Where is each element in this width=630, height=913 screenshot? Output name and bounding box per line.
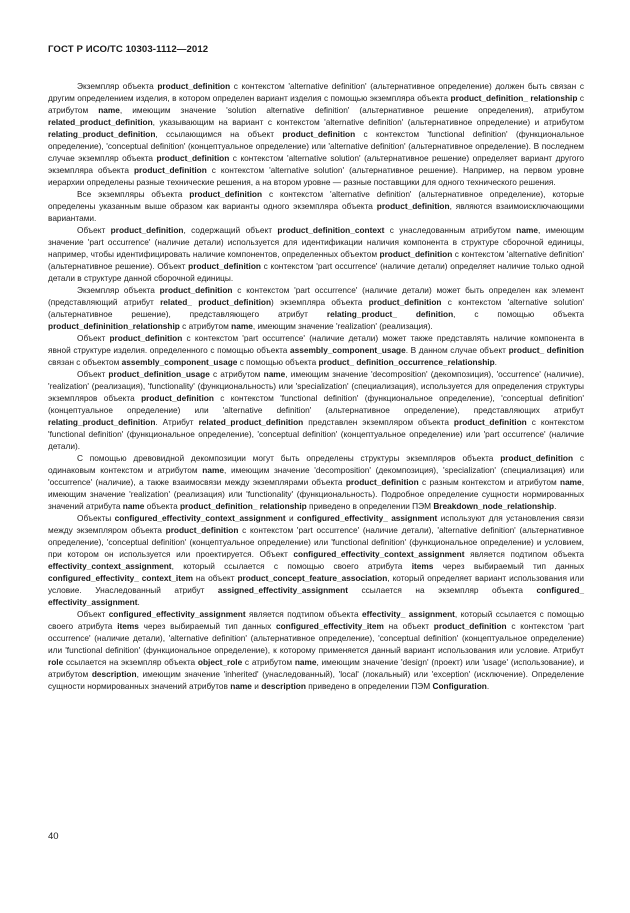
text-run: , который ссылается с помощью своего атрибута [171, 561, 412, 571]
text-run: , указывающим на вариант с контекстом 'alternative definition' (альтернативное определение) и атрибутом [152, 117, 584, 127]
entity-term: product_definition_ relationship [450, 93, 578, 103]
text-run: через выбираемый тип данных [433, 561, 584, 571]
text-run: приведено в определении ПЭМ [305, 681, 433, 691]
entity-term: product_ definition [508, 345, 584, 355]
entity-term: product_definition [141, 393, 214, 403]
entity-term: product_ definition_occurrence_relationship [318, 357, 495, 367]
page-number: 40 [48, 831, 59, 842]
entity-term: product_definition [110, 225, 184, 235]
text-run: , имеющим значение 'design' (проект) или 'usage' (использование), и атрибутом [48, 657, 585, 679]
entity-term: Configuration [432, 681, 487, 691]
text-run: . В данном случае объект [405, 345, 509, 355]
paragraph [48, 284, 584, 332]
entity-term: product_definition [453, 417, 527, 427]
entity-term: configured_effectivity_item [276, 621, 384, 631]
text-run: , имеющим значение 'realization' (реализация). [252, 321, 433, 331]
text-run: с контекстом 'alternative definition' (альтернативное определение), которые определены указанным выше образом как варианты одного экземпляра объекта [48, 189, 584, 211]
text-run: с контекстом 'functional definition' (функциональное определение), 'conceptual definition' (концептуальное определение) или 'alternative definition' (альтернативное определение), представляющих атрибут [48, 393, 584, 415]
entity-term: product_definition_context [277, 225, 385, 235]
text-run: Все экземпляры объекта [77, 189, 190, 199]
text-run: связан с объектом [48, 357, 122, 367]
entity-term: relating_product_ definition [326, 309, 454, 319]
entity-term: name [98, 105, 120, 115]
entity-term: assembly_component_usage [290, 345, 406, 355]
text-run: . [554, 501, 557, 511]
entity-term: effectivity_ assignment [362, 609, 455, 619]
text-run: используют для установления связи между экземпляром объекта [48, 513, 584, 535]
entity-term: product_concept_feature_association [237, 573, 388, 583]
entity-term: assembly_component_usage [121, 357, 238, 367]
text-run: , имеющим значение 'inherited' (унаследованный), 'local' (локальный) или 'exception' (исключение). Определение сущности нормированных значений атрибутов [48, 669, 584, 691]
text-run: , имеющим значение 'decomposition' (декомпозиция), 'occurrence' (наличие), 'realization' (реализация), 'functionality' (функциональность) или 'specialization' (специализация), используется для определения структуры экземпляров объекта [48, 369, 584, 403]
entity-term: product_definition [133, 165, 207, 175]
text-run: является подтипом объекта [245, 609, 363, 619]
text-run: , с помощью объекта [453, 309, 584, 319]
text-run: с контекстом 'alternative solution' (альтернативное решение). Например, на первом уровне иерархии определены разные технические решения, а на втором уровне — разные поставщики для одного технического решения. [48, 165, 584, 187]
text-run: , содержащий объект [183, 225, 278, 235]
entity-term: product_definition [188, 261, 261, 271]
document-header: ГОСТ Р ИСО/ТС 10303-1112—2012 [48, 44, 209, 55]
document-body [48, 80, 584, 692]
entity-term: name [263, 369, 286, 379]
text-run: . [137, 597, 140, 607]
paragraph [48, 452, 584, 512]
entity-term: effectivity_context_assignment [48, 561, 172, 571]
text-run: приведено в определении ПЭМ [306, 501, 434, 511]
text-run: . [486, 681, 490, 691]
text-run: с унаследованным атрибутом [384, 225, 517, 235]
text-run: с контекстом 'alternative solution' (альтернативное решение) определяет вариант другого экземпляра объекта [48, 153, 584, 175]
text-run: Объект [77, 609, 109, 619]
text-run: с контекстом 'part occurrence' (наличие детали) может быть определен как элемент (представляющий атрибут [48, 285, 584, 307]
entity-term: name [122, 501, 145, 511]
entity-term: Breakdown_node_relationship [433, 501, 555, 511]
text-run: является подтипом объекта [464, 549, 585, 559]
entity-term: product_definition [282, 129, 356, 139]
entity-term: related_ product_definition [160, 297, 272, 307]
entity-term: configured_effectivity_ assignment [297, 513, 438, 523]
text-run: Экземпляр объекта [77, 81, 158, 91]
entity-term: name [202, 465, 224, 475]
text-run: , имеющим значение 'part occurrence' (наличие детали) используется для идентификации наличия компонента в структуре сборочной единицы, например, чтобы идентифицировать наличие компонентов, определенных объектом [48, 225, 585, 259]
entity-term: product_definition [376, 201, 450, 211]
entity-term: name [560, 477, 582, 487]
text-run: объекта [144, 501, 180, 511]
text-run: с одинаковым контекстом и атрибутом [48, 453, 584, 475]
text-run: с разным контекстом и атрибутом [418, 477, 560, 487]
entity-term: product_definition [433, 621, 507, 631]
text-run: , являются взаимоисключающими вариантами. [48, 201, 584, 223]
text-run: С помощью древовидной декомпозиции могут быть определены структуры экземпляров объекта [77, 453, 501, 463]
text-run: с контекстом 'part occurrence' (наличие детали) определяет наличие только одной детали в структуре данной сборочной единицы. [48, 261, 584, 283]
entity-term: relating_product_definition [48, 417, 156, 427]
entity-term: product_definition [189, 189, 263, 199]
paragraph [48, 608, 584, 692]
paragraph [48, 224, 584, 284]
entity-term: product_defininition_relationship [48, 321, 180, 331]
text-run: и [285, 513, 297, 523]
text-run: через выбираемый тип данных [138, 621, 276, 631]
text-run: с контекстом 'alternative definition' (альтернативное определение) должен быть связан с другим определением изделия, в котором определен вариант изделия с помощью экземпляра объекта [48, 81, 585, 103]
text-run: , имеющим значение 'realization' (реализация) или 'functionality' (функциональность). Подробное определение сущности нормированных значений атрибута [48, 477, 584, 511]
text-run: с контекстом 'part occurrence' (наличие детали) может также представлять наличие компонента в явной структуре изделия. определенного с помощью объекта [48, 333, 585, 355]
entity-term: product_definition_ relationship [179, 501, 307, 511]
entity-term: related_product_definition [48, 117, 153, 127]
text-run: представлен экземпляром объекта [303, 417, 454, 427]
text-run: ссылается на экземпляр объекта [347, 585, 537, 595]
text-run: , имеющим значение 'solution alternative definition' (альтернативное решение определения), атрибутом [119, 105, 585, 115]
text-run: с атрибутом [48, 93, 584, 115]
entity-term: product_definition [345, 477, 419, 487]
text-run: на объект [383, 621, 434, 631]
entity-term: name [230, 681, 252, 691]
text-run: . [494, 357, 497, 367]
text-run: с контекстом 'part occurrence' (наличие детали), 'alternative definition' (альтернативное определение), 'conceptual definition' (концептуальное определение) или 'functional definition' (функциональное определение) и условием, при котором он используется или проектируется. Объект [48, 525, 584, 559]
text-run: с контекстом 'alternative solution' (альтернативное решение), представляющего атрибут [48, 297, 585, 319]
text-run: , который ссылается с помощью своего атрибута [48, 609, 584, 631]
entity-term: description [91, 669, 137, 679]
text-run: Объект [77, 225, 111, 235]
entity-term: product_definition [165, 525, 239, 535]
entity-term: name [294, 657, 317, 667]
text-run: , ссылающимся на объект [155, 129, 283, 139]
entity-term: related_product_definition [198, 417, 304, 427]
text-run: с помощью объекта [237, 357, 319, 367]
text-run: , который определяет вариант использования или условие. Унаследованный атрибут [48, 573, 585, 595]
text-run: с атрибутом [209, 369, 264, 379]
entity-term: items [411, 561, 434, 571]
entity-term: product_definition [109, 333, 183, 343]
entity-term: configured_effectivity_context_assignment [293, 549, 465, 559]
text-run: с контекстом 'part occurrence' (наличие детали), 'alternative definition' (альтернативное определение), 'conceptual definition' (концептуальное определение) или 'functional definition' (функциональное определение), к которому применяется данный вариант использования или условие. Атрибут [48, 621, 585, 655]
text-run: Экземпляр объекта [77, 285, 160, 295]
entity-term: role [48, 657, 64, 667]
text-run: на объект [192, 573, 238, 583]
text-run: . Атрибут [155, 417, 199, 427]
entity-term: product_definition [156, 153, 230, 163]
paragraph [48, 512, 584, 608]
text-run: с атрибутом [242, 657, 295, 667]
text-run: ссылается на экземпляр объекта [63, 657, 198, 667]
text-run: , имеющим значение 'decomposition' (декомпозиция), 'specialization' (специализация) или 'occurrence' (наличие), а также взаимосвязи между экземплярами объекта [48, 465, 585, 487]
text-run: с контекстом 'functional definition' (функциональное определение), 'conceptual definition' (концептуальное определение) или 'part occurrence' (наличие детали). [48, 417, 584, 451]
entity-term: name [231, 321, 253, 331]
entity-term: configured_effectivity_context_assignment [114, 513, 286, 523]
text-run: с контекстом 'functional definition' (функциональное определение), 'conceptual definition' (концептуальное определение) или 'alternative definition' (альтернативное определение). В последнем случае экземпляр объекта [48, 129, 584, 163]
entity-term: configured_effectivity_ context_item [48, 573, 193, 583]
entity-term: product_definition [379, 249, 453, 259]
paragraph [48, 80, 584, 188]
entity-term: name [516, 225, 538, 235]
entity-term: product_definition [500, 453, 574, 463]
paragraph [48, 368, 584, 452]
text-run: с атрибутом [179, 321, 232, 331]
text-run: ) экземпляра объекта [271, 297, 369, 307]
entity-term: assigned_effectivity_assignment [217, 585, 348, 595]
paragraph [48, 332, 584, 368]
text-run: Объект [77, 369, 109, 379]
entity-term: items [117, 621, 139, 631]
entity-term: product_definition_usage [108, 369, 210, 379]
text-run: Объекты [77, 513, 115, 523]
text-run: с контекстом 'alternative definition' (альтернативное решение). Объект [48, 249, 584, 271]
entity-term: configured_ effectivity_assignment [48, 585, 584, 607]
entity-term: product_definition [368, 297, 442, 307]
entity-term: relating_product_definition [48, 129, 156, 139]
entity-term: description [261, 681, 306, 691]
entity-term: product_definition [157, 81, 231, 91]
text-run: Объект [77, 333, 110, 343]
entity-term: product_definition [159, 285, 233, 295]
entity-term: configured_effectivity_assignment [108, 609, 246, 619]
text-run: и [251, 681, 262, 691]
entity-term: object_role [197, 657, 243, 667]
paragraph [48, 188, 584, 224]
